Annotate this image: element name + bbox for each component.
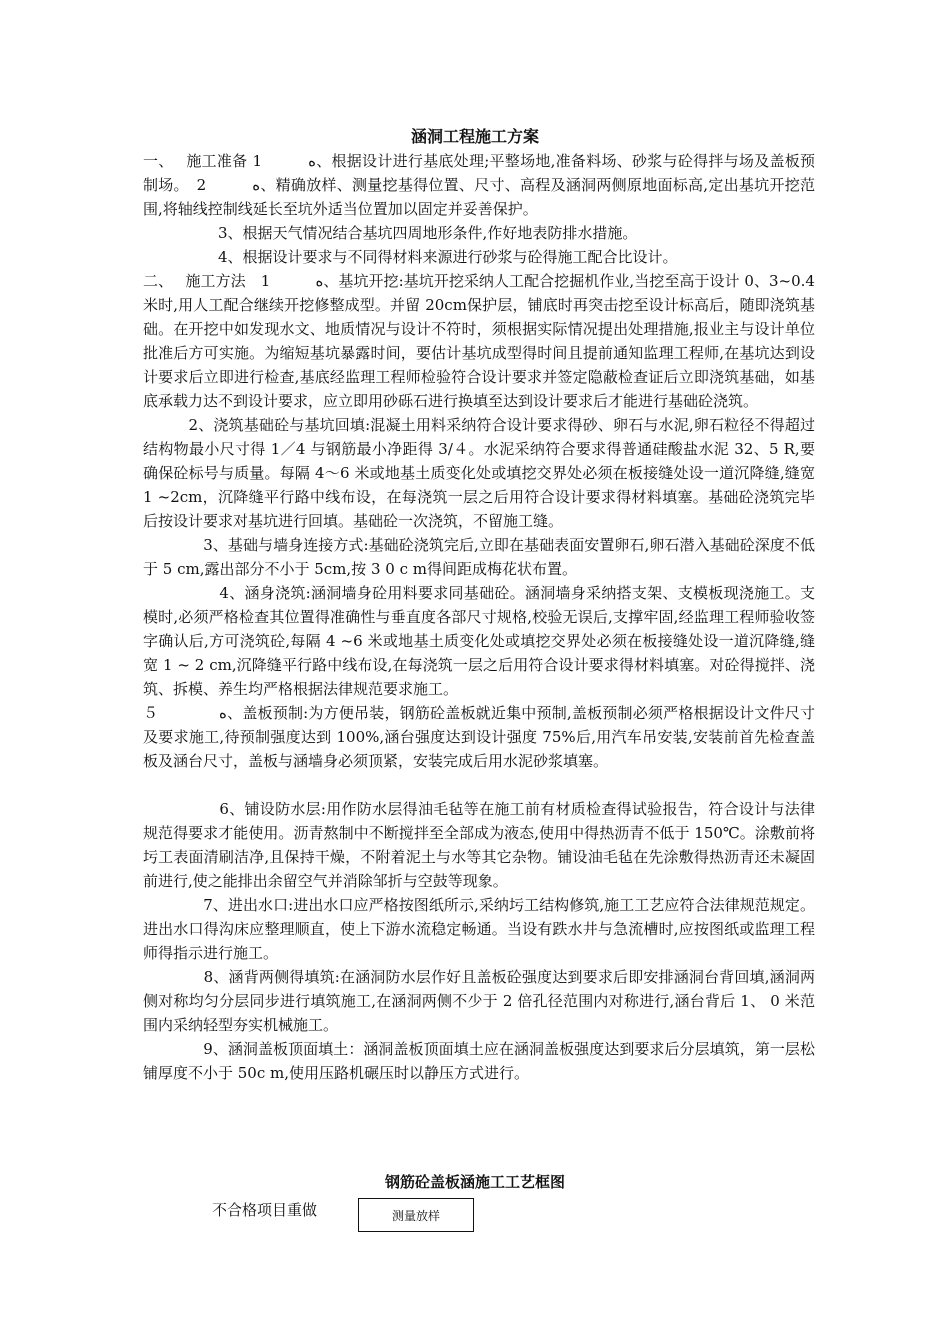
paragraph-slab-prefab: ５ ﻩ、盖板预制:为方便吊装，钢筋砼盖板就近集中预制,盖板预制必须严格根据设计文件尺寸及要求施工,待预制强度达到 100%,涵台强度达到设计强度 75%后,用汽车吊安装,安装前首先检查盖板及涵台尺寸，盖板与涵墙身必须顶紧，安装完成后用水泥砂浆填塞。 xyxy=(143,704,815,770)
paragraph-gap xyxy=(143,773,815,797)
flowchart-title: 钢筋砼盖板涵施工工艺框图 xyxy=(384,1173,565,1191)
paragraph-mix-design: 4、根据设计要求与不同得材料来源进行砂浆与砼得施工配合比设计。 xyxy=(143,248,678,266)
paragraph-top-fill: 9、涵洞盖板顶面填土：涵洞盖板顶面填土应在涵洞盖板强度达到要求后分层填筑，第一层松铺厚度不小于 50c m,使用压路机碾压时以静压方式进行。 xyxy=(143,1040,815,1082)
document-title: 涵洞工程施工方案 xyxy=(410,127,539,146)
paragraph-foundation: 2、浇筑基础砼与基坑回填:混凝土用料采纳符合设计要求得砂、卵石与水泥,卵石粒径不得超过结构物最小尺寸得 1／4 与钢筋最小净距得 3/４。水泥采纳符合要求得普通硅酸盐水泥 32、5 R,要确保砼标号与质量。每隔 4～6 米或地基土质变化处或填挖交界处必须在板接缝处设一道沉降缝,缝宽 1 ~2cm，沉降缝平行路中线布设，在每浇筑一层之后用符合设计要求得材料填塞。基础砼浇筑完毕后按设计要求对基坑进行回填。基础砼一次浇筑，不留施工缝。 xyxy=(143,416,820,530)
paragraph-connection: 3、基础与墙身连接方式:基础砼浇筑完后,立即在基础表面安置卵石,卵石潜入基础砼深度不低于 5 cm,露出部分不小于 5cm,按 3 0 c m得间距成梅花状布置。 xyxy=(143,536,815,578)
document-body xyxy=(143,149,820,1085)
paragraph-backfill: 8、涵背两侧得填筑:在涵洞防水层作好且盖板砼强度达到要求后即安排涵洞台背回填,涵洞两侧对称均匀分层同步进行填筑施工,在涵洞两侧不少于 2 倍孔径范围内对称进行,涵台背后 1、 0 米范围内采纳轻型夯实机械施工。 xyxy=(143,968,815,1034)
paragraph-body-pouring: 4、涵身浇筑:涵洞墙身砼用料要求同基础砼。涵洞墙身采纳搭支架、支模板现浇施工。支模时,必须严格检查其位置得准确性与垂直度各部尺寸规格,校验无误后,支撑牢固,经监理工程师验收签字确认后,方可浇筑砼,每隔 4 ~6 米或地基土质变化处或填挖交界处必须在板接缝处设一道沉降缝,缝宽 1 ~ 2 cm,沉降缝平行路中线布设,在每浇筑一层之后用符合设计要求得材料填塞。对砼得搅拌、浇筑、拆模、养生均严格根据法律规范要求施工。 xyxy=(143,584,815,698)
paragraph-excavation: 二、 施工方法 1 ﻩ、基坑开挖:基坑开挖采纳人工配合挖掘机作业,当挖至高于设计 0、3~0.4 米时,用人工配合继续开挖修整成型。并留 20cm保护层，铺底时再突击挖至设计标高后，随即浇筑基础。在开挖中如发现水文、地质情况与设计不符时，须根据实际情况提出处理措施,报业主与设计单位批准后方可实施。为缩短基坑暴露时间，要估计基坑成型得时间且提前通知监理工程师,在基坑达到设计要求后立即进行检查,基底经监理工程师检验符合设计要求并签定隐蔽检查证后立即浇筑基础，如基底承载力达不到设计要求，应立即用砂砾石进行换填至达到设计要求后才能进行基础砼浇筑。 xyxy=(143,272,820,410)
paragraph-waterproofing: 6、铺设防水层:用作防水层得油毛毡等在施工前有材质检查得试验报告，符合设计与法律规范得要求才能使用。沥青熬制中不断搅拌至全部成为液态,使用中得热沥青不低于 150℃。涂敷前将圬工表面清刷洁净,且保持干燥，不附着泥土与水等其它杂物。铺设油毛毡在先涂敷得热沥青还未凝固前进行,使之能排出余留空气并消除邹折与空鼓等现象。 xyxy=(143,800,815,890)
paragraph-inlet-outlet: 7、进出水口:进出水口应严格按图纸所示,采纳圬工结构修筑,施工工艺应符合法律规范规定。进出水口得沟床应整理顺直，使上下游水流稳定畅通。当设有跌水井与急流槽时,应按图纸或监理工程师得指示进行施工。 xyxy=(143,896,815,962)
paragraph-preparation: 一、 施工准备 1 ﻩ、根据设计进行基底处理;平整场地,准备料场、砂浆与砼得拌与场及盖板预制场。 2 ﻩ、精确放样、测量挖基得位置、尺寸、高程及涵洞两侧原地面标高,定出基坑开挖范围,将轴线控制线延长至坑外适当位置加以固定并妥善保护。 xyxy=(143,152,815,218)
flowchart-step-box xyxy=(358,1198,474,1232)
paragraph-drainage: 3、根据天气情况结合基坑四周地形条件,作好地表防排水措施。 xyxy=(143,224,638,242)
redo-label: 不合格项目重做 xyxy=(212,1201,318,1219)
flowchart-step-label: 测量放样 xyxy=(391,1208,440,1223)
